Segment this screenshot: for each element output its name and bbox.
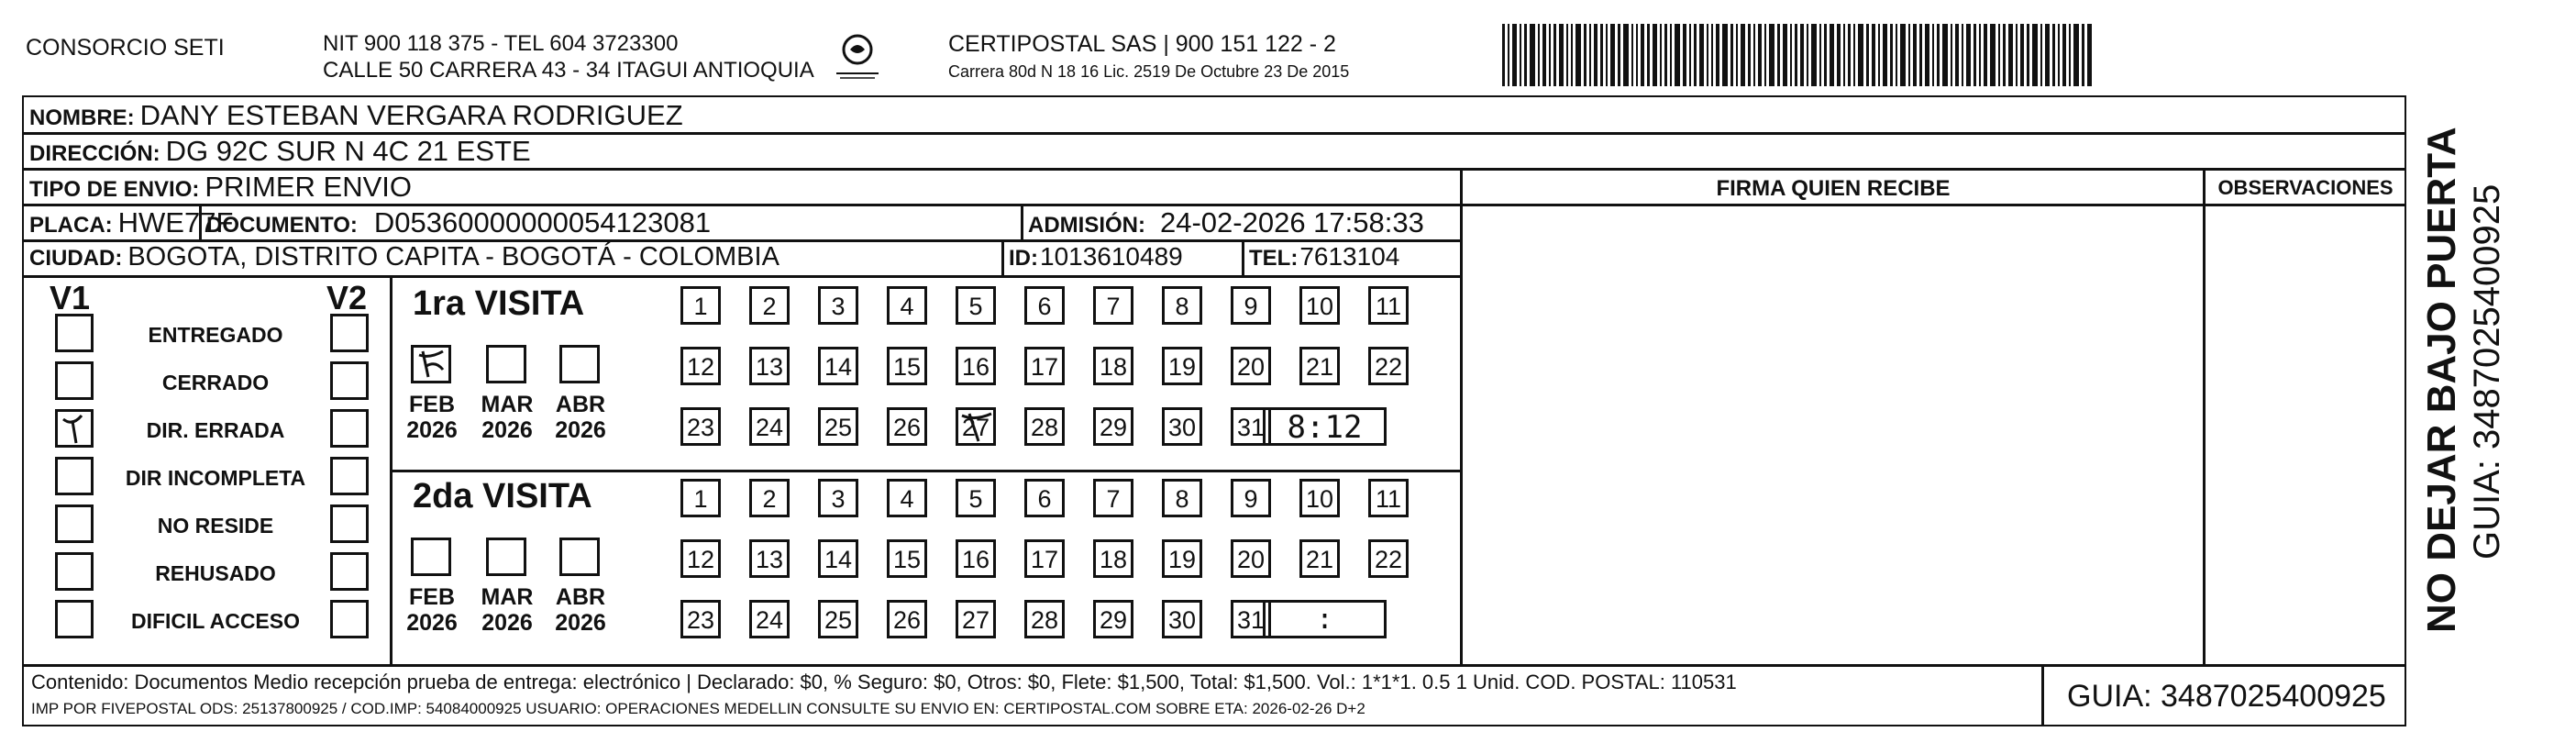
day-box[interactable]: 6	[1024, 286, 1065, 325]
v2-checkbox[interactable]	[330, 457, 369, 495]
cross-mark-icon	[958, 410, 995, 445]
day-box[interactable]: 29	[1093, 600, 1133, 638]
v2-checkbox[interactable]	[330, 552, 369, 591]
v1-checkbox[interactable]	[55, 314, 94, 352]
direccion-label: DIRECCIÓN:	[29, 141, 160, 166]
v2-checkbox[interactable]	[330, 314, 369, 352]
v1-checkbox[interactable]	[55, 600, 94, 638]
day-box[interactable]: 30	[1162, 600, 1202, 638]
status-label: DIFICIL ACCESO	[130, 609, 300, 633]
day-box[interactable]: 4	[887, 479, 927, 517]
v2-label: V2	[326, 279, 368, 316]
year-label: 2026	[406, 417, 458, 443]
status-label: ENTREGADO	[148, 323, 283, 347]
day-box[interactable]: 16	[956, 347, 996, 385]
v1-checkbox[interactable]	[55, 409, 94, 448]
day-box[interactable]: 12	[680, 347, 721, 385]
day-box[interactable]: 11	[1368, 479, 1409, 517]
status-label: DIR. ERRADA	[146, 418, 285, 442]
direccion-value: DG 92C SUR N 4C 21 ESTE	[165, 135, 531, 167]
check-mark-icon	[58, 412, 91, 445]
day-box[interactable]: 24	[749, 600, 790, 638]
day-box[interactable]: 20	[1231, 539, 1271, 578]
check-mark-icon	[414, 348, 448, 381]
side-guia: GUIA: 3487025400925	[2467, 183, 2507, 560]
v2-checkbox[interactable]	[330, 505, 369, 543]
firma-header: FIRMA QUIEN RECIBE	[1716, 176, 1951, 201]
status-label: NO RESIDE	[157, 514, 274, 538]
day-box[interactable]: 8	[1162, 286, 1202, 325]
contenido-line: Contenido: Documentos Medio recepción prueba de entrega: electrónico | Declarado: $0, % Seguro: $0, Otros: $0, Flete: $1,500, Total: $1,500. Vol.: 1*1*1. 0.5 1 Unid. COD. POSTAL: 110531	[31, 671, 1737, 693]
day-box[interactable]: 8	[1162, 479, 1202, 517]
v1-checkbox[interactable]	[55, 505, 94, 543]
day-box[interactable]: 29	[1093, 407, 1133, 446]
month-checkbox[interactable]	[411, 538, 451, 576]
month-label: ABR	[555, 584, 606, 610]
day-box[interactable]: 28	[1024, 600, 1065, 638]
certipostal-logo	[831, 31, 884, 83]
day-box[interactable]: 4	[887, 286, 927, 325]
day-box[interactable]: 19	[1162, 347, 1202, 385]
admision-value: 24-02-2026 17:58:33	[1160, 206, 1424, 238]
carrier-line: CERTIPOSTAL SAS | 900 151 122 - 2	[948, 31, 1336, 57]
day-box[interactable]: 16	[956, 539, 996, 578]
tipo-row	[29, 171, 412, 204]
month-checkbox[interactable]	[559, 538, 600, 576]
day-box[interactable]: 23	[680, 600, 721, 638]
month-label: ABR	[555, 392, 606, 417]
admision-label: ADMISIÓN:	[1028, 213, 1145, 238]
day-box[interactable]: 25	[818, 600, 858, 638]
day-box[interactable]: 25	[818, 407, 858, 446]
day-box[interactable]: 12	[680, 539, 721, 578]
nit-line: NIT 900 118 375 - TEL 604 3723300	[323, 31, 679, 56]
month-label: FEB	[409, 392, 455, 417]
day-box[interactable]: 3	[818, 479, 858, 517]
day-box[interactable]: 18	[1093, 347, 1133, 385]
time-box[interactable]: :	[1263, 600, 1387, 638]
day-box[interactable]: 20	[1231, 347, 1271, 385]
day-box[interactable]: 9	[1231, 479, 1271, 517]
status-label: REHUSADO	[155, 561, 276, 585]
nombre-label: NOMBRE:	[29, 105, 135, 130]
day-box[interactable]: 15	[887, 539, 927, 578]
nombre-value: DANY ESTEBAN VERGARA RODRIGUEZ	[139, 99, 683, 131]
day-box[interactable]: 27	[956, 600, 996, 638]
visit2-title: 2da VISITA	[413, 477, 592, 516]
day-box[interactable]: 22	[1368, 539, 1409, 578]
year-label: 2026	[481, 417, 533, 443]
day-box[interactable]: 5	[956, 479, 996, 517]
v1-label: V1	[50, 279, 91, 316]
barcode	[1502, 24, 2208, 86]
day-box[interactable]: 1	[680, 479, 721, 517]
day-box[interactable]: 26	[887, 407, 927, 446]
time-box[interactable]: 8:12	[1263, 407, 1387, 446]
tel-row	[1249, 242, 1399, 272]
month-checkbox[interactable]	[486, 345, 526, 383]
day-box[interactable]: 31	[1231, 407, 1271, 446]
address-line: CALLE 50 CARRERA 43 - 34 ITAGUI ANTIOQUIA	[323, 58, 814, 83]
day-box[interactable]: 28	[1024, 407, 1065, 446]
v2-checkbox[interactable]	[330, 600, 369, 638]
ciudad-label: CIUDAD:	[29, 246, 123, 271]
observaciones-header: OBSERVACIONES	[2217, 176, 2394, 199]
day-box[interactable]: 7	[1093, 479, 1133, 517]
documento-value: D05360000000054123081	[373, 206, 712, 238]
month-label: MAR	[481, 392, 534, 417]
id-label: ID:	[1009, 246, 1038, 271]
day-box[interactable]: 14	[818, 347, 858, 385]
day-box[interactable]: 2	[749, 286, 790, 325]
id-row	[1009, 242, 1183, 272]
day-box[interactable]: 10	[1299, 479, 1340, 517]
day-box[interactable]: 3	[818, 286, 858, 325]
tel-value: 7613104	[1299, 242, 1400, 271]
placa-value: HWE77F	[117, 206, 234, 238]
day-box[interactable]: 7	[1093, 286, 1133, 325]
day-box[interactable]: 5	[956, 286, 996, 325]
day-box[interactable]: 17	[1024, 539, 1065, 578]
tel-label: TEL:	[1249, 246, 1299, 271]
side-warning: NO DEJAR BAJO PUERTA	[2419, 127, 2464, 633]
status-label: DIR INCOMPLETA	[125, 466, 306, 490]
day-box[interactable]: 6	[1024, 479, 1065, 517]
day-box[interactable]: 15	[887, 347, 927, 385]
day-box[interactable]: 14	[818, 539, 858, 578]
day-box[interactable]: 1	[680, 286, 721, 325]
day-box[interactable]: 31	[1231, 600, 1271, 638]
placa-label: PLACA:	[29, 213, 113, 238]
v1-checkbox[interactable]	[55, 552, 94, 591]
day-box[interactable]: 10	[1299, 286, 1340, 325]
month-label: MAR	[481, 584, 534, 610]
ciudad-value: BOGOTA, DISTRITO CAPITA - BOGOTÁ - COLOMBIA	[127, 242, 779, 272]
license-line: Carrera 80d N 18 16 Lic. 2519 De Octubre 23 De 2015	[948, 62, 1350, 81]
day-box[interactable]: 21	[1299, 539, 1340, 578]
visit1-title: 1ra VISITA	[413, 284, 585, 323]
day-box[interactable]: 2	[749, 479, 790, 517]
documento-row	[206, 206, 711, 239]
day-box[interactable]: 17	[1024, 347, 1065, 385]
day-box[interactable]: 26	[887, 600, 927, 638]
day-box[interactable]: 13	[749, 539, 790, 578]
nombre-row	[29, 99, 683, 132]
id-value: 1013610489	[1040, 242, 1183, 271]
v1-checkbox[interactable]	[55, 361, 94, 400]
day-box[interactable]: 9	[1231, 286, 1271, 325]
placa-row	[29, 206, 233, 239]
day-box[interactable]: 22	[1368, 347, 1409, 385]
tipo-label: TIPO DE ENVIO:	[29, 177, 200, 202]
day-box[interactable]: 21	[1299, 347, 1340, 385]
day-box[interactable]: 11	[1368, 286, 1409, 325]
tipo-value: PRIMER ENVIO	[205, 171, 413, 203]
year-label: 2026	[481, 610, 533, 636]
admision-row	[1028, 206, 1424, 239]
status-label: CERRADO	[161, 371, 270, 394]
day-box[interactable]: 13	[749, 347, 790, 385]
day-box[interactable]: 23	[680, 407, 721, 446]
imp-line: IMP POR FIVEPOSTAL ODS: 25137800925 / COD.IMP: 54084000925 USUARIO: OPERACIONES MEDELLIN CONSULTE SU ENVIO EN: CERTIPOSTAL.COM SOBRE ETA: 2026-02-26 D+2	[31, 700, 1365, 717]
v2-checkbox[interactable]	[330, 361, 369, 400]
month-checkbox[interactable]	[486, 538, 526, 576]
day-box[interactable]: 18	[1093, 539, 1133, 578]
direccion-row	[29, 135, 531, 168]
year-label: 2026	[406, 610, 458, 636]
v1-checkbox[interactable]	[55, 457, 94, 495]
month-checkbox[interactable]	[559, 345, 600, 383]
year-label: 2026	[555, 610, 606, 636]
documento-label: DOCUMENTO:	[206, 213, 358, 238]
ciudad-row	[29, 242, 779, 272]
month-checkbox[interactable]	[411, 345, 451, 383]
day-box[interactable]: 24	[749, 407, 790, 446]
company-name: CONSORCIO SETI	[26, 35, 225, 61]
day-box[interactable]: 19	[1162, 539, 1202, 578]
footer-guia: GUIA: 3487025400925	[2067, 679, 2386, 714]
day-box[interactable]: 27	[956, 407, 996, 446]
year-label: 2026	[555, 417, 606, 443]
month-label: FEB	[409, 584, 455, 610]
v2-checkbox[interactable]	[330, 409, 369, 448]
day-box[interactable]: 30	[1162, 407, 1202, 446]
